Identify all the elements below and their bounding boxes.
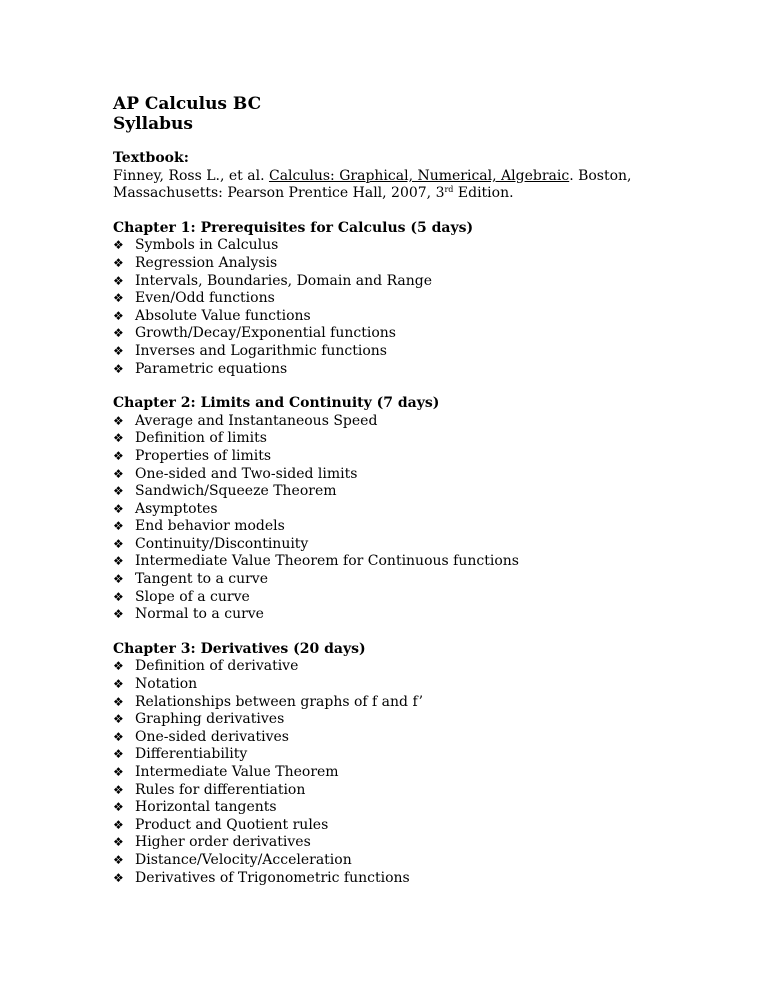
diamond-bullet-icon: ❖ <box>113 536 124 551</box>
diamond-bullet-icon: ❖ <box>113 800 124 815</box>
diamond-bullet-icon: ❖ <box>113 765 124 779</box>
list-item <box>113 466 713 484</box>
list-item <box>113 237 713 255</box>
list-item <box>113 413 713 431</box>
list-item <box>113 606 713 624</box>
list-item-text: Slope of a curve <box>135 588 250 605</box>
list-item <box>113 589 713 607</box>
list-item-text: Product and Quotient rules <box>135 816 329 833</box>
list-item <box>113 711 713 729</box>
list-item <box>113 729 713 747</box>
diamond-bullet-icon: ❖ <box>113 484 124 499</box>
diamond-bullet-icon: ❖ <box>113 852 124 867</box>
list-item <box>113 782 713 800</box>
list-item-text: Rules for differentiation <box>135 781 306 798</box>
list-item <box>113 764 713 782</box>
list-item-text: Normal to a curve <box>135 606 264 623</box>
diamond-bullet-icon: ❖ <box>113 308 124 323</box>
topic-list <box>113 413 713 624</box>
diamond-bullet-icon: ❖ <box>113 835 124 850</box>
list-item-text: Symbols in Calculus <box>135 237 279 254</box>
textbook-publisher-part1: . Boston, <box>569 167 632 184</box>
list-item <box>113 325 713 343</box>
diamond-bullet-icon: ❖ <box>113 659 124 674</box>
diamond-bullet-icon: ❖ <box>113 466 124 481</box>
list-item-text: Horizontal tangents <box>135 799 277 816</box>
list-item <box>113 430 713 448</box>
list-item <box>113 799 713 817</box>
list-item-text: Derivatives of Trigonometric functions <box>135 869 410 886</box>
list-item <box>113 361 713 379</box>
diamond-bullet-icon: ❖ <box>113 554 124 569</box>
list-item-text: Growth/Decay/Exponential functions <box>135 325 396 342</box>
page-title: AP Calculus BC <box>113 94 262 114</box>
list-item-text: End behavior models <box>135 518 285 535</box>
diamond-bullet-icon: ❖ <box>113 343 124 358</box>
chapter-section <box>113 220 713 378</box>
list-item-text: Even/Odd functions <box>135 290 275 307</box>
list-item-text: Sandwich/Squeeze Theorem <box>135 483 337 500</box>
list-item <box>113 501 713 519</box>
list-item-text: Distance/Velocity/Acceleration <box>135 851 352 868</box>
list-item <box>113 553 713 571</box>
textbook-citation-line-1 <box>113 168 713 186</box>
diamond-bullet-icon: ❖ <box>113 589 124 604</box>
list-item <box>113 290 713 308</box>
diamond-bullet-icon: ❖ <box>113 694 124 709</box>
list-item-text: Properties of limits <box>135 447 272 464</box>
list-item-text: Absolute Value functions <box>135 307 311 324</box>
syllabus-page <box>113 94 713 887</box>
list-item-text: Continuity/Discontinuity <box>135 535 309 552</box>
page-subtitle: Syllabus <box>113 114 193 134</box>
diamond-bullet-icon: ❖ <box>113 782 124 797</box>
list-item-text: Tangent to a curve <box>135 571 268 588</box>
list-item <box>113 571 713 589</box>
list-item <box>113 255 713 273</box>
list-item-text: Inverses and Logarithmic functions <box>135 342 387 359</box>
list-item <box>113 817 713 835</box>
list-item-text: Definition of limits <box>135 430 267 447</box>
diamond-bullet-icon: ❖ <box>113 519 124 534</box>
diamond-bullet-icon: ❖ <box>113 255 124 270</box>
textbook-edition-superscript: rd <box>444 185 454 195</box>
list-item <box>113 746 713 764</box>
diamond-bullet-icon: ❖ <box>113 501 124 516</box>
diamond-bullet-icon: ❖ <box>113 413 124 428</box>
list-item <box>113 536 713 554</box>
diamond-bullet-icon: ❖ <box>113 238 124 253</box>
list-item-text: Intermediate Value Theorem for Continuous functions <box>135 553 519 570</box>
list-item-text: Regression Analysis <box>135 254 278 271</box>
list-item-text: Differentiability <box>135 746 248 763</box>
list-item <box>113 308 713 326</box>
chapter-title: Chapter 3: Derivatives (20 days) <box>113 640 366 657</box>
topic-list <box>113 237 713 378</box>
list-item-text: One-sided derivatives <box>135 728 289 745</box>
diamond-bullet-icon: ❖ <box>113 361 124 376</box>
chapter-section <box>113 641 713 887</box>
diamond-bullet-icon: ❖ <box>113 817 124 832</box>
list-item-text: Intervals, Boundaries, Domain and Range <box>135 272 433 289</box>
topic-list <box>113 658 713 887</box>
diamond-bullet-icon: ❖ <box>113 572 124 587</box>
chapter-section <box>113 395 713 624</box>
chapter-title: Chapter 1: Prerequisites for Calculus (5 days) <box>113 219 474 236</box>
list-item-text: Graphing derivatives <box>135 711 285 728</box>
list-item-text: Intermediate Value Theorem <box>135 764 339 780</box>
diamond-bullet-icon: ❖ <box>113 273 124 288</box>
diamond-bullet-icon: ❖ <box>113 729 124 744</box>
diamond-bullet-icon: ❖ <box>113 677 124 692</box>
list-item-text: Higher order derivatives <box>135 834 311 851</box>
list-item <box>113 483 713 501</box>
list-item-text: Parametric equations <box>135 360 288 377</box>
textbook-edition-suffix: Edition. <box>453 185 514 202</box>
diamond-bullet-icon: ❖ <box>113 326 124 341</box>
list-item-text: Average and Instantaneous Speed <box>135 412 378 429</box>
list-item <box>113 518 713 536</box>
list-item-text: Definition of derivative <box>135 658 299 675</box>
chapters-container <box>113 220 713 887</box>
list-item <box>113 658 713 676</box>
diamond-bullet-icon: ❖ <box>113 870 124 885</box>
list-item <box>113 852 713 870</box>
diamond-bullet-icon: ❖ <box>113 747 124 762</box>
list-item-text: One-sided and Two-sided limits <box>135 465 358 482</box>
list-item <box>113 448 713 466</box>
list-item <box>113 343 713 361</box>
list-item <box>113 273 713 291</box>
diamond-bullet-icon: ❖ <box>113 448 124 463</box>
textbook-label: Textbook: <box>113 150 189 166</box>
chapter-title: Chapter 2: Limits and Continuity (7 days) <box>113 395 440 412</box>
list-item <box>113 676 713 694</box>
list-item <box>113 834 713 852</box>
diamond-bullet-icon: ❖ <box>113 291 124 306</box>
diamond-bullet-icon: ❖ <box>113 712 124 727</box>
list-item <box>113 870 713 888</box>
textbook-citation-line-2 <box>113 185 713 203</box>
textbook-authors: Finney, Ross L., et al. <box>113 167 269 184</box>
list-item-text: Relationships between graphs of f and f’ <box>135 693 424 710</box>
diamond-bullet-icon: ❖ <box>113 607 124 622</box>
list-item <box>113 694 713 712</box>
list-item-text: Notation <box>135 676 198 693</box>
diamond-bullet-icon: ❖ <box>113 431 124 446</box>
list-item-text: Asymptotes <box>135 500 218 517</box>
textbook-publisher-part2: Massachusetts: Pearson Prentice Hall, 2007, 3 <box>113 185 445 202</box>
textbook-title: Calculus: Graphical, Numerical, Algebraic <box>268 167 570 184</box>
textbook-section <box>113 150 713 203</box>
